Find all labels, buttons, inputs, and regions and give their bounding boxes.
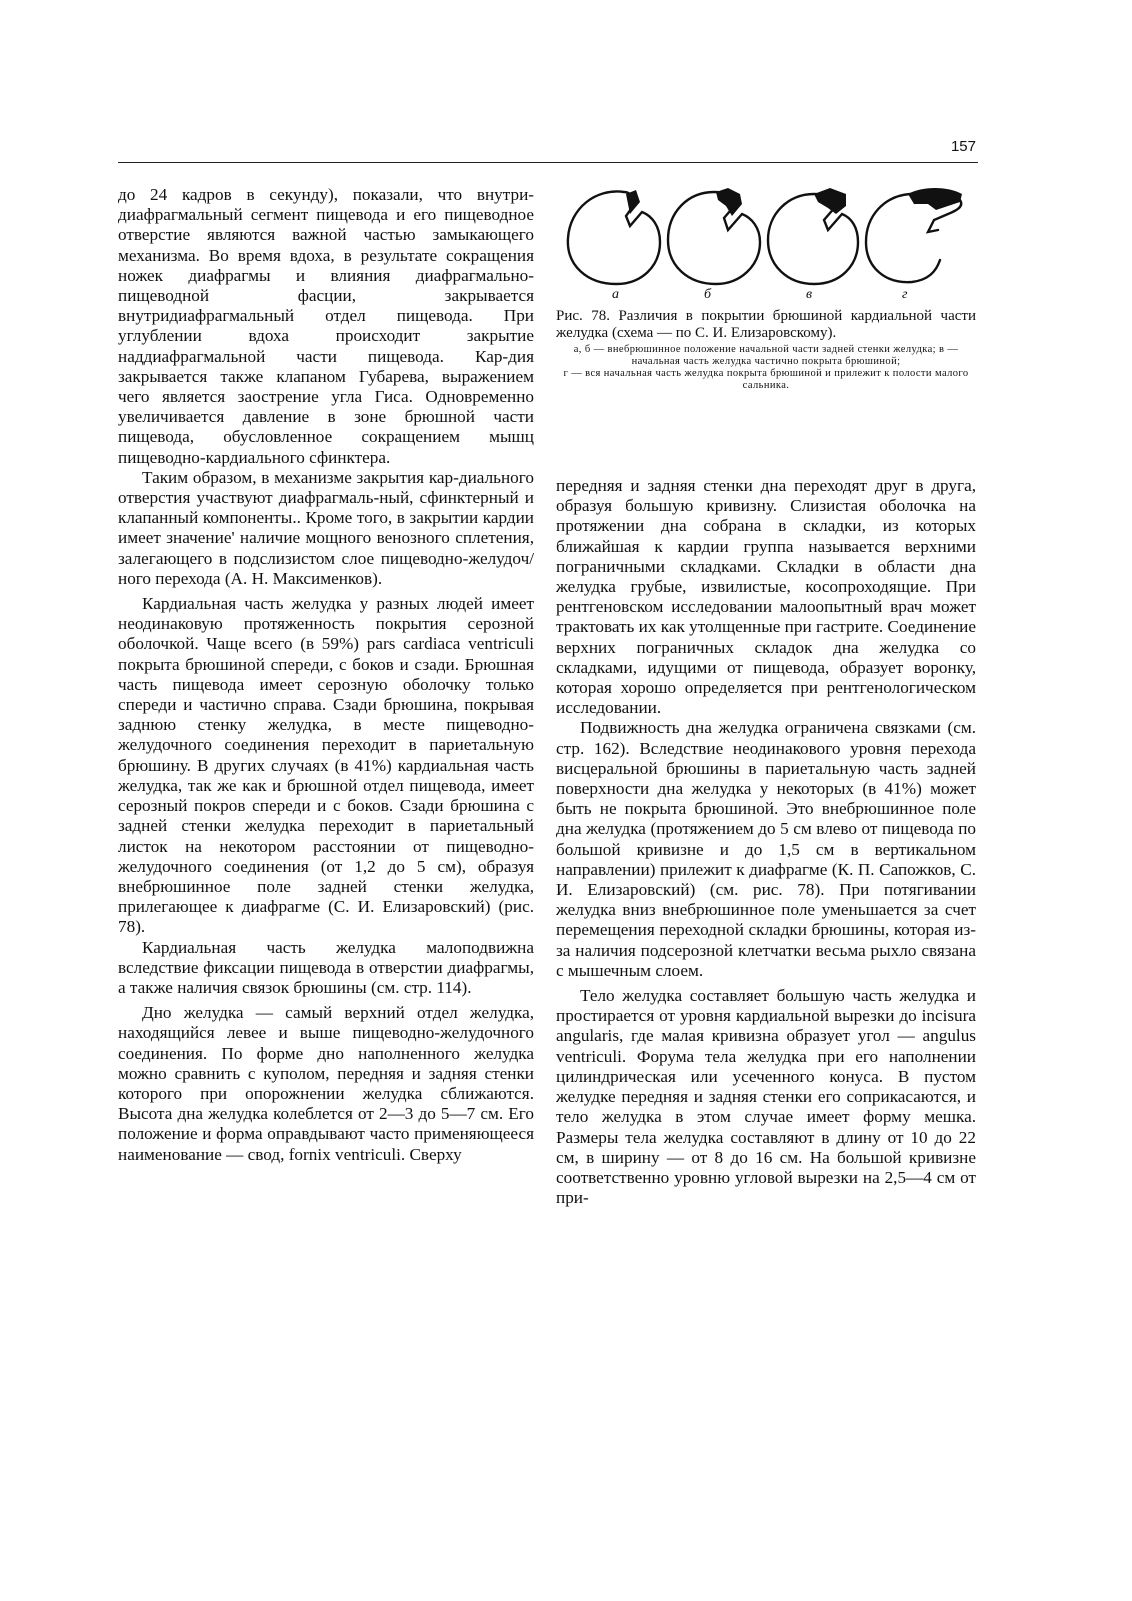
label-a: а <box>612 287 619 300</box>
paragraph: Дно желудка — самый верхний отдел желудка, находящийся левее и выше пищеводно-желудочного соединения. По форме дно наполненного желудка можно сравнить с куполом, передняя и задняя стенки которого при опорожнении желудка сближаются. Высота дна желудка колеблется от 2—3 до 5—7 см. Его положение и форма оправдывают часто применяющееся наименование — свод, fornix ventriculi. Сверху <box>118 1003 534 1164</box>
figure-caption: Рис. 78. Различия в покрытии брюшиной кардиальной части желудка (схема — по С. И. Елизаровскому). <box>556 308 976 341</box>
figure-78 <box>556 180 976 392</box>
page-header <box>118 138 978 163</box>
paragraph: Подвижность дна желудка ограничена связками (см. стр. 162). Вследствие неодинакового уровня перехода висцеральной брюшины в париетальную часть задней поверхности дна желудка у некоторых (в 41%) может быть не покрыта брюшиной. Это внебрюшинное поле дна желудка (протяжением до 5 см влево от пищевода по большой кривизне и до 1,5 см в вертикальном направлении) прилежит к диафрагме (К. П. Сапожков, С. И. Елизаровский) (см. рис. 78). При потягивании желудка вниз внебрюшинное поле уменьшается за счет перемещения переходной складки брюшины, которая из-за наличия подсерозной клетчатки весьма рыхло связана с мышечным слоем. <box>556 718 976 980</box>
page-number: 157 <box>950 138 976 155</box>
figure-legend <box>556 344 976 392</box>
paragraph: Кардиальная часть желудка у разных людей имеет неодинаковую протяженность покрытия серозной оболочкой. Чаще всего (в 59%) pars cardiaca ventriculi покрыта брюшиной спереди, с боков и сзади. Брюшная часть пищевода имеет серозную оболочку только спереди и частично справа. Сзади брюшина, покрывая заднюю стенку желудка, в месте пищеводно-желудочного соединения переходит в париетальную брюшину. В других случаях (в 41%) кардиальная часть желудка, так же как и брюшной отдел пищевода, имеет серозный покров спереди и с боков. Сзади брюшина с задней стенки желудка переходит в париетальный листок на некотором расстоянии от пищеводно-желудочного соединения (от 1,2 до 5 см), образуя внебрюшинное поле задней стенки желудка, прилегающее к диафрагме (С. И. Елизаровский) (рис. 78). <box>118 594 534 937</box>
label-g: г <box>902 287 908 300</box>
right-column <box>556 476 976 1208</box>
left-column <box>118 185 534 1165</box>
paragraph: Кардиальная часть желудка малоподвижна вследствие фиксации пищевода в отверстии диафрагмы, а также наличия связок брюшины (см. стр. 114). <box>118 937 534 997</box>
paragraph: до 24 кадров в секунду), показали, что внутри-диафрагмальный сегмент пищевода и его пищеводное отверстие являются важной частью замыкающего механизма. Во время вдоха, в результате сокращения ножек диафрагмы и влияния диафрагмально-пищеводной фасции, закрывается внутридиафрагмальный отдел пищевода. При углублении вдоха происходит закрытие наддиафрагмальной части пищевода. Кар-дия закрывается также клапаном Губарева, выражением чего является заострение угла Гиса. Одновременно увеличивается давление в зоне брюшной части пищевода, обусловленное сокращением мышц пищеводно-кардиального сфинктера. <box>118 185 534 467</box>
diagram-a <box>568 191 660 284</box>
diagram-v <box>768 194 858 284</box>
label-b: б <box>704 287 712 300</box>
stomach-diagrams <box>556 180 976 300</box>
paragraph: передняя и задняя стенки дна переходят друг в друга, образуя большую кривизну. Слизистая оболочка на протяжении дна собрана в складки, из которых ближайшая к кардии группа называется верхними пограничными складками. Складки в области дна желудка грубые, извилистые, косопроходящие. При рентгеновском исследовании малоопытный врач может трактовать их как утолщенные при гастрите. Соединение верхних пограничных складок дна желудка со складками, идущими от пищевода, образует воронку, которая хорошо определяется при рентгенологическом исследовании. <box>556 476 976 718</box>
paragraph: Таким образом, в механизме закрытия кар-диального отверстия участвуют диафрагмаль-ный, сфинктерный и клапанный компоненты.. Кроме того, в закрытии кардии имеет значение' наличие мощного венозного сплетения, залегающего в подслизистом слое пищеводно-желудоч/ ного перехода (А. Н. Максименков). <box>118 467 534 588</box>
diagram-b <box>668 192 760 284</box>
label-v: в <box>806 287 813 300</box>
paragraph: Тело желудка составляет большую часть желудка и простирается от уровня кардиальной вырезки до incisura angularis, где малая кривизна образует угол — angulus ventriculi. Форума тела желудка при его наполнении цилиндрическая или усеченного конуса. В пустом желудке передняя и задняя стенки его соприкасаются, и тело желудка в этом случае имеет форму мешка. Размеры тела желудка составляют в длину от 10 до 22 см, в ширину — от 8 до 16 см. На большой кривизне соответственно уровню угловой вырезки на 2,5—4 см от при- <box>556 986 976 1208</box>
legend-line: г — вся начальная часть желудка покрыта брюшиной и прилежит к полости малого сальника. <box>563 368 969 391</box>
legend-line: а, б — внебрюшинное положение начальной части задней стенки желудка; в — начальная часть желудка частично покрыта брюшиной; <box>573 344 959 367</box>
